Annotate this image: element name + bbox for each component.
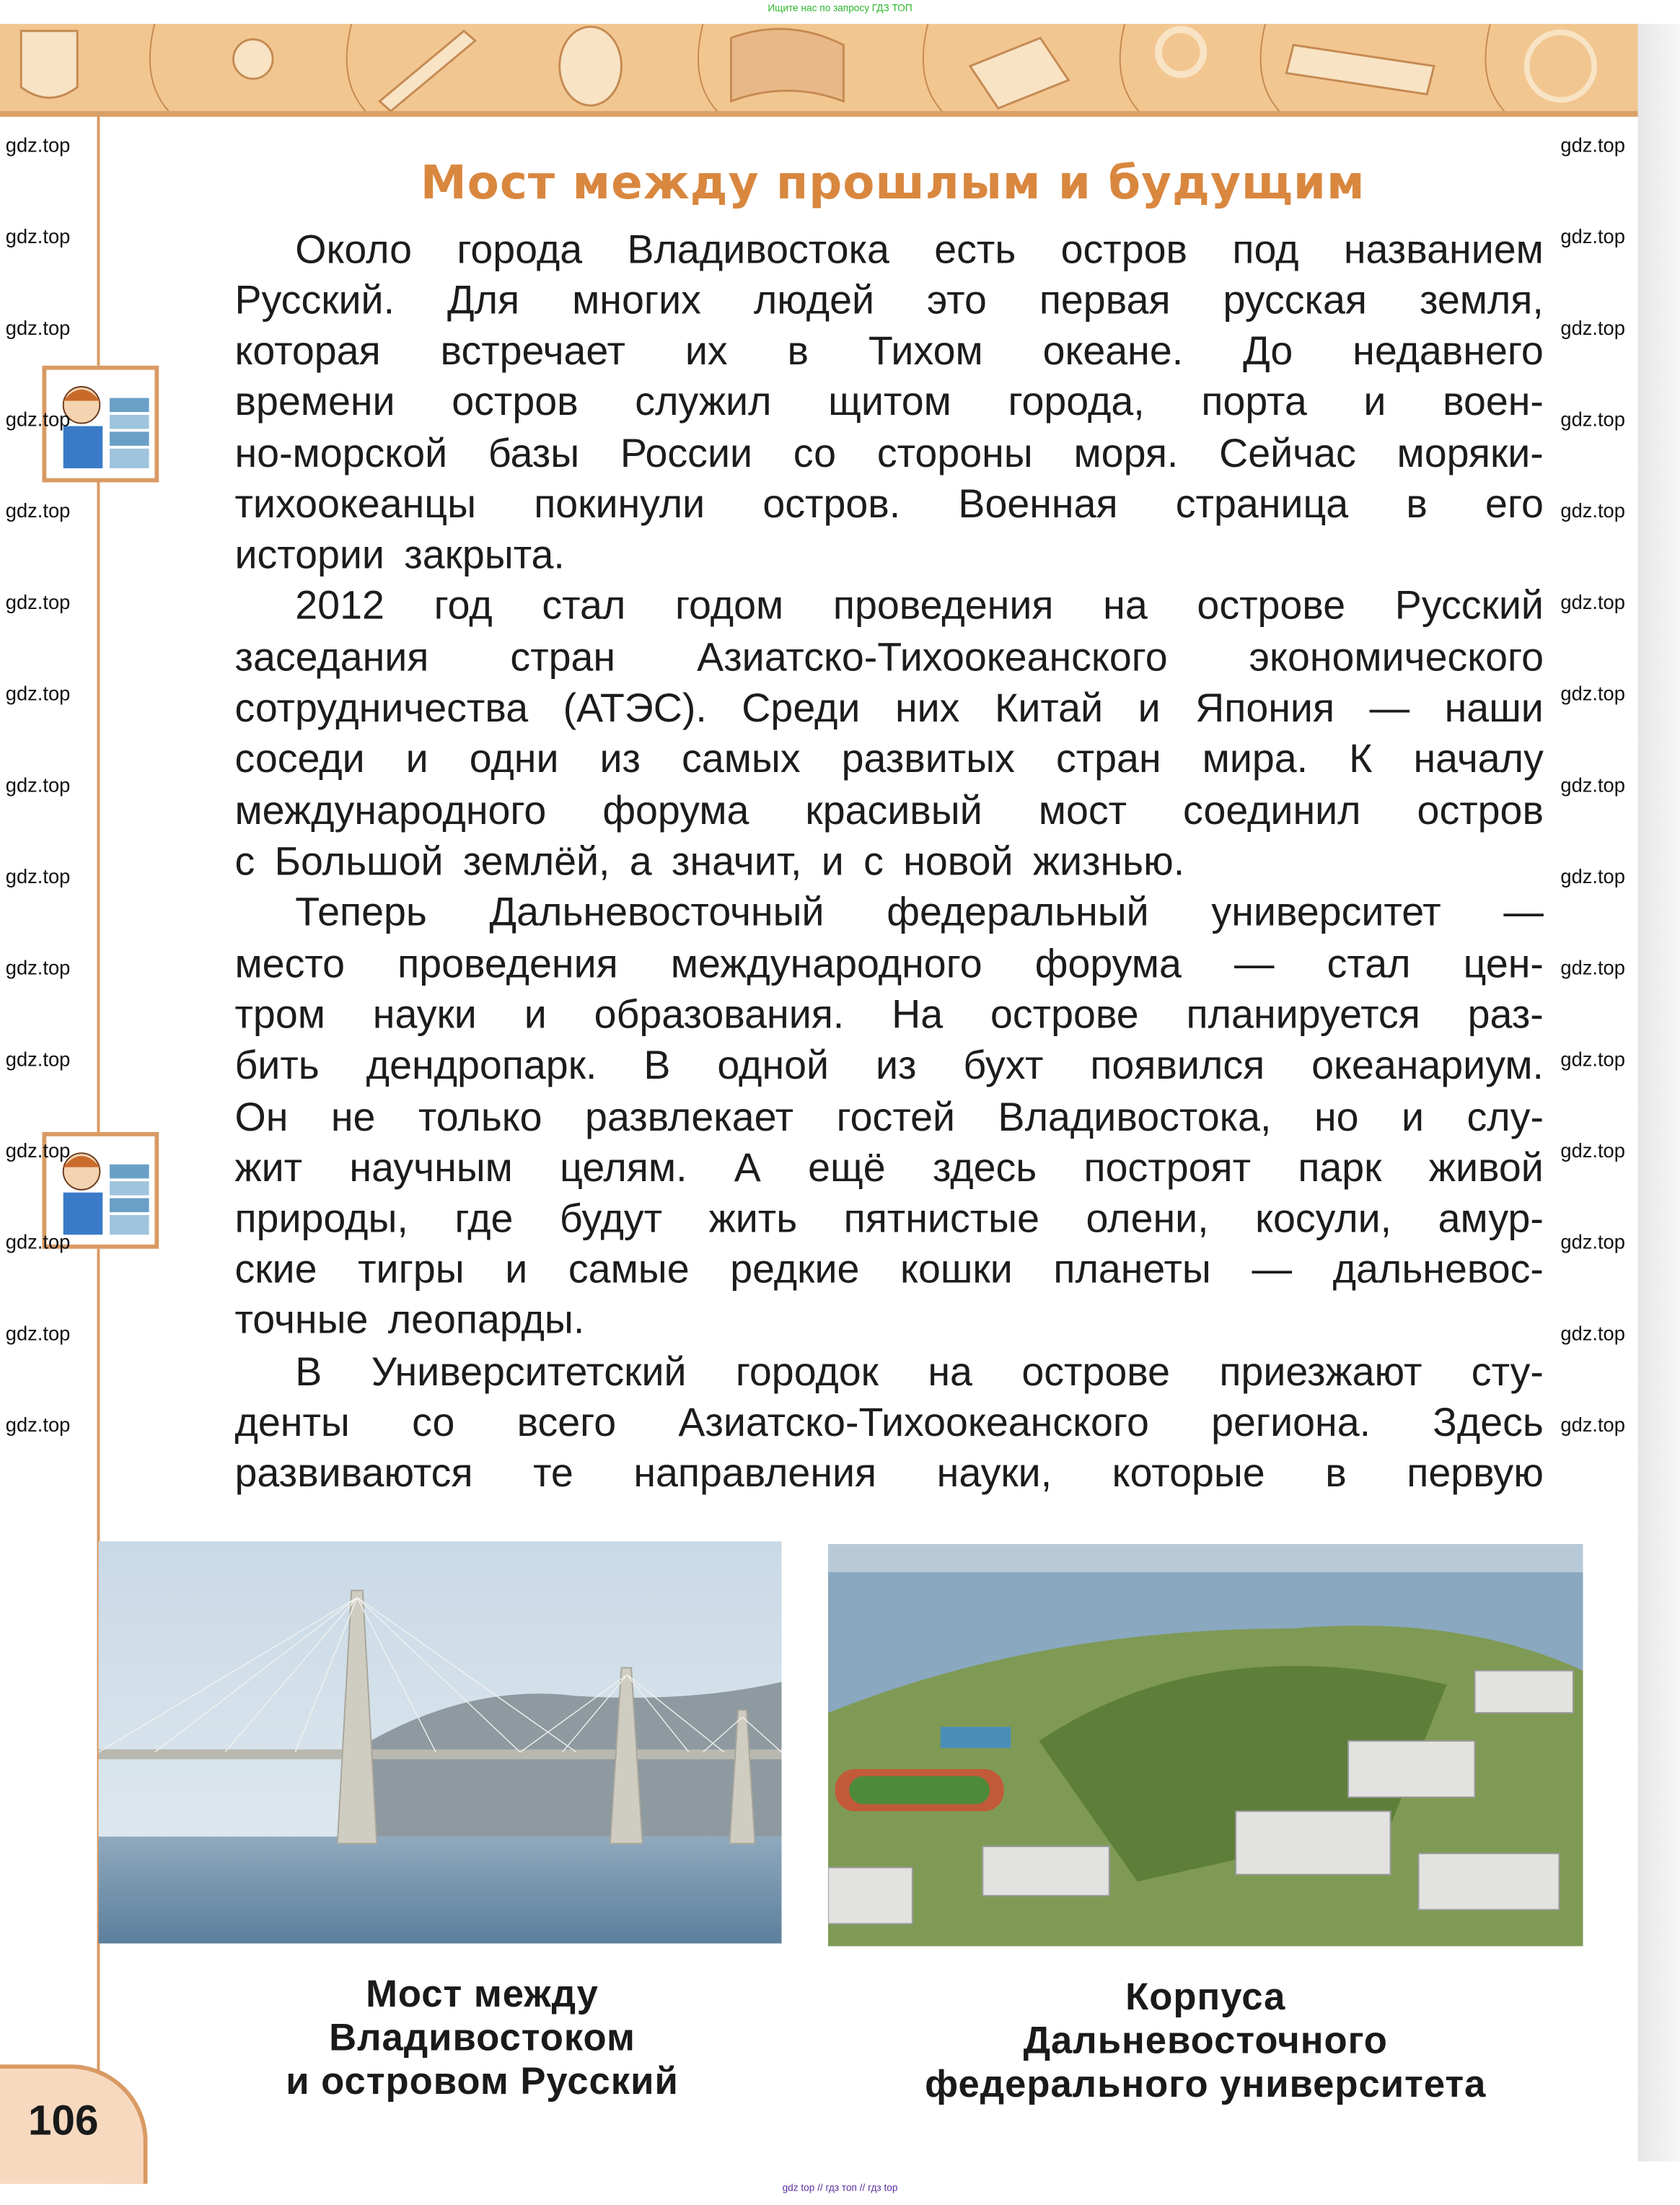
footer-links[interactable]: gdz top // гдз топ // гдз top: [782, 2183, 898, 2194]
text-line: сотрудничества (АТЭС). Среди них Китай и Япония — наши: [234, 686, 1544, 732]
caption-line: и островом Русский: [286, 2060, 679, 2103]
top-banner[interactable]: Ищите нас по запросу ГДЗ ТОП: [768, 4, 912, 14]
watermark-link[interactable]: gdz.top: [1560, 133, 1625, 157]
watermark-link[interactable]: gdz.top: [5, 956, 71, 979]
text-line: ские тигры и самые редкие кошки планеты — дальневос-: [234, 1247, 1544, 1293]
text-line: международного форума красивый мост соединил остров: [234, 789, 1544, 834]
watermark-link[interactable]: gdz.top: [5, 1139, 71, 1162]
text-line: с Большой землёй, а значит, и с новой жизнью.: [234, 839, 1185, 885]
text-line: В Университетский городок на острове приезжают сту-: [295, 1350, 1544, 1395]
watermark-link[interactable]: gdz.top: [1560, 1413, 1625, 1436]
watermark-link[interactable]: gdz.top: [1560, 1139, 1625, 1162]
watermark-link[interactable]: gdz.top: [1560, 864, 1625, 887]
watermark-link[interactable]: gdz.top: [1560, 499, 1625, 522]
caption-bridge: [239, 1973, 725, 2103]
watermark-link[interactable]: gdz.top: [1560, 1230, 1625, 1253]
watermark-link[interactable]: gdz.top: [1560, 224, 1625, 248]
text-line: истории закрыта.: [234, 532, 565, 579]
watermark-link[interactable]: gdz.top: [5, 590, 71, 613]
watermark-link[interactable]: gdz.top: [5, 1230, 71, 1253]
text-line: бить дендропарк. В одной из бухт появился океанариум.: [234, 1043, 1544, 1089]
watermark-link[interactable]: gdz.top: [5, 224, 71, 248]
text-line: Он не только развлекает гостей Владивостока, но и слу-: [234, 1095, 1544, 1141]
watermark-link[interactable]: gdz.top: [5, 1322, 71, 1345]
caption-line: Корпуса: [1125, 1976, 1286, 2018]
watermark-link[interactable]: gdz.top: [5, 316, 71, 339]
text-line: развиваются те направления науки, которые в первую: [234, 1451, 1544, 1496]
text-line: денты со всего Азиатско-Тихоокеанского региона. Здесь: [234, 1400, 1544, 1446]
magnifier-icon: [1158, 30, 1203, 74]
watermark-link[interactable]: gdz.top: [1560, 590, 1625, 613]
decorative-header: [0, 24, 1638, 117]
watermark-link[interactable]: gdz.top: [5, 499, 71, 522]
watermark-link[interactable]: gdz.top: [5, 1413, 71, 1436]
watermark-link[interactable]: gdz.top: [5, 408, 71, 431]
watermark-link[interactable]: gdz.top: [1560, 956, 1625, 979]
campus-photo: [828, 1544, 1583, 1946]
watermark-link[interactable]: gdz.top: [1560, 1322, 1625, 1345]
text-line: заседания стран Азиатско-Тихоокеанского экономического: [234, 635, 1544, 681]
pencil-icon: [379, 31, 475, 111]
text-line: но-морской базы России со стороны моря. Сейчас моряки-: [234, 431, 1544, 477]
watermark-link[interactable]: gdz.top: [1560, 1048, 1625, 1071]
clock-icon: [1527, 32, 1595, 100]
text-line: Русский. Для многих людей это первая русская земля,: [234, 278, 1544, 324]
text-line: 2012 год стал годом проведения на острове Русский: [295, 583, 1544, 629]
watermark-link[interactable]: gdz.top: [5, 864, 71, 887]
sun-icon: [234, 40, 273, 79]
caption-campus: [871, 1976, 1539, 2106]
bridge-photo: [98, 1541, 781, 1943]
ruler-icon: [1286, 45, 1434, 94]
text-line: тихоокеанцы покинули остров. Военная страница в его: [234, 482, 1544, 527]
caption-line: Дальневосточного: [1023, 2019, 1388, 2062]
book-icon: [970, 38, 1068, 108]
watermark-link[interactable]: gdz.top: [5, 773, 71, 797]
page-title: Мост между прошлым и будущим: [420, 154, 1365, 210]
watermark-link[interactable]: gdz.top: [1560, 408, 1625, 431]
page-fold-shadow: [1638, 24, 1680, 2161]
text-line: природы, где будут жить пятнистые олени, косули, амур-: [234, 1196, 1544, 1242]
text-line: тром науки и образования. На острове планируется раз-: [234, 992, 1544, 1038]
watermark-link[interactable]: gdz.top: [5, 133, 71, 157]
caption-line: федерального университета: [925, 2063, 1487, 2105]
text-line: которая встречает их в Тихом океане. До недавнего: [234, 329, 1544, 374]
watermark-link[interactable]: gdz.top: [1560, 316, 1625, 339]
text-line: место проведения международного форума — стал цен-: [234, 942, 1544, 988]
watermark-link[interactable]: gdz.top: [1560, 682, 1625, 705]
flag-icon: [731, 29, 843, 101]
text-line: Около города Владивостока есть остров под названием: [295, 227, 1544, 273]
text-line: времени остров служил щитом города, порта и воен-: [234, 380, 1544, 425]
caption-line: Мост между: [366, 1973, 599, 2015]
text-line: Теперь Дальневосточный федеральный университет —: [295, 890, 1544, 936]
page-number: 106: [27, 2097, 99, 2145]
coat-of-arms-icon: [21, 31, 77, 98]
header-ornament-icons: [0, 24, 1638, 111]
watermark-link[interactable]: gdz.top: [5, 1048, 71, 1071]
caption-line: Владивостоком: [329, 2016, 636, 2059]
portrait-icon: [560, 27, 622, 105]
watermark-link[interactable]: gdz.top: [1560, 773, 1625, 797]
text-line: соседи и одни из самых развитых стран мира. К началу: [234, 737, 1544, 782]
watermark-link[interactable]: gdz.top: [5, 682, 71, 705]
text-line: точные леопарды.: [234, 1297, 585, 1343]
text-line: жит научным целям. А ещё здесь построят парк живой: [234, 1146, 1544, 1191]
